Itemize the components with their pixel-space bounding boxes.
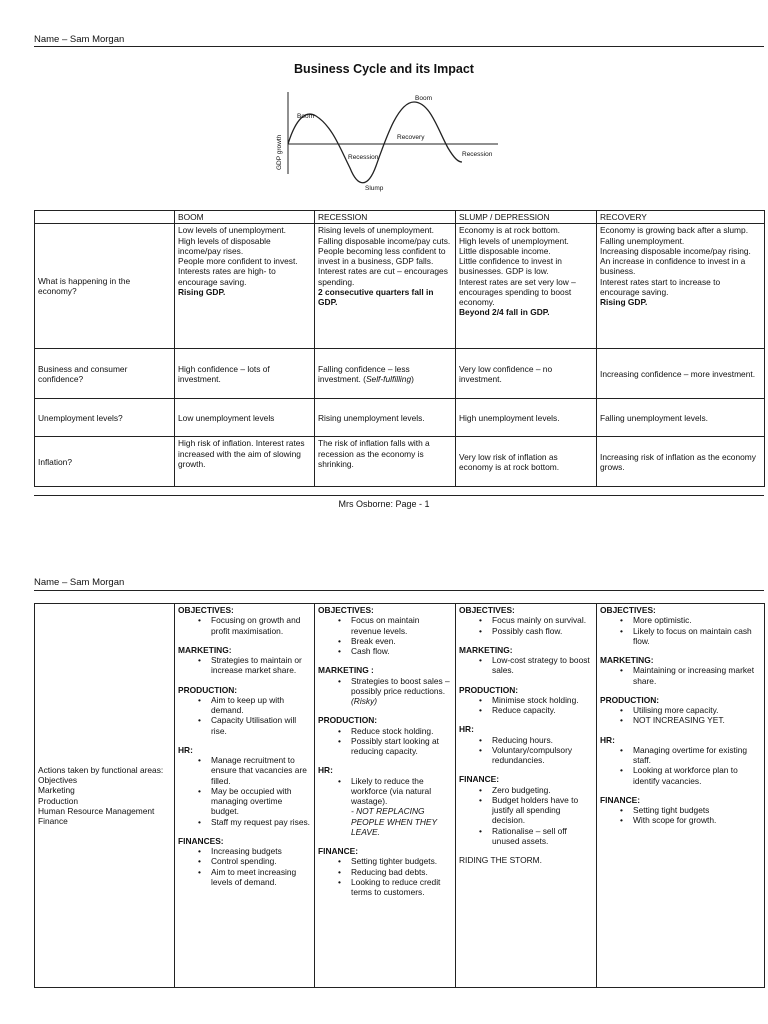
- list-item: • Aim to keep up with demand.: [178, 695, 311, 716]
- cell-text: Falling disposable income/pay cuts.: [318, 235, 451, 246]
- cell-text: - NOT REPLACING PEOPLE WHEN THEY LEAVE.: [351, 806, 437, 837]
- cell-text: Interest rates start to increase to encourage saving.: [600, 276, 721, 297]
- list-item: • Reduce capacity.: [459, 705, 593, 715]
- cell-text: (Risky): [351, 696, 378, 706]
- student-name-page2: Name – Sam Morgan: [34, 577, 125, 588]
- list-item: • Control spending.: [178, 856, 311, 866]
- label-recession-right: Recession: [462, 151, 493, 158]
- cell-text: Low levels of unemployment.: [178, 225, 286, 236]
- cell-text: Rising levels of unemployment.: [318, 225, 434, 236]
- cell-inflation-recession: The risk of inflation falls with a recession as the economy is shrinking.: [315, 437, 456, 487]
- header-recovery: RECOVERY: [597, 211, 765, 224]
- page-title: Business Cycle and its Impact: [294, 62, 474, 76]
- cell-text: PRODUCTION:: [459, 684, 519, 695]
- cell-text: MARKETING:: [459, 644, 513, 655]
- cell-confidence-slump: Very low confidence – no investment.: [456, 349, 597, 399]
- header-slump: SLUMP / DEPRESSION: [456, 211, 597, 224]
- cycle-curve: [288, 102, 462, 183]
- cell-text: An increase in confidence to invest in a business.: [600, 256, 746, 277]
- list-item: • Reducing bad debts.: [318, 867, 452, 877]
- cell-text: MARKETING :: [318, 665, 374, 676]
- list-item: • Possibly cash flow.: [459, 626, 593, 636]
- row-label-confidence: Business and consumer confidence?: [35, 349, 175, 399]
- cell-text: HR:: [459, 724, 474, 735]
- cell-inflation-boom: High risk of inflation. Interest rates increased with the aim of slowing growth.: [175, 437, 315, 487]
- cell-text: OBJECTIVES:: [600, 605, 656, 615]
- cell-text: Economy is growing back after a slump.: [600, 225, 749, 236]
- cell-text: Interests rates are high- to encourage saving.: [178, 266, 276, 287]
- list-item: • Utilising more capacity.: [600, 705, 761, 715]
- cell-text: MARKETING:: [600, 655, 654, 665]
- cell-confidence-recovery: Increasing confidence – more investment.: [597, 349, 765, 399]
- header-recession: RECESSION: [315, 211, 456, 224]
- list-item: • Manage recruitment to ensure that vacancies are filled.: [178, 755, 311, 786]
- cell-text: PRODUCTION:: [178, 684, 238, 695]
- cell-text: Little disposable income.: [459, 245, 551, 256]
- cell-text: Rising GDP.: [178, 286, 226, 297]
- list-item: • Break even.: [318, 636, 452, 646]
- student-name: Name – Sam Morgan: [34, 34, 125, 45]
- cell-text: High levels of unemployment.: [459, 235, 569, 246]
- cell-text: OBJECTIVES:: [459, 605, 515, 615]
- cell-text: HR:: [600, 734, 615, 745]
- list-item: • Looking at workforce plan to identify vacancies.: [600, 765, 761, 786]
- label-recovery: Recovery: [397, 134, 425, 141]
- business-cycle-diagram: [272, 88, 504, 196]
- cell-unemployment-boom: Low unemployment levels: [175, 399, 315, 437]
- cell-text: High levels of disposable income/pay rises.: [178, 235, 271, 256]
- label-boom-right: Boom: [415, 95, 432, 102]
- list-item: • Zero budgeting.: [459, 785, 593, 795]
- cell-text: PRODUCTION:: [600, 694, 660, 705]
- cell-unemployment-recession: Rising unemployment levels.: [315, 399, 456, 437]
- cell-text: 2 consecutive quarters fall in GDP.: [318, 286, 434, 307]
- list-item: • Focus on maintain revenue levels.: [318, 615, 452, 636]
- cell-text: ): [411, 373, 414, 384]
- cell-economy-boom: [175, 224, 315, 349]
- row-label-unemployment: Unemployment levels?: [35, 399, 175, 437]
- list-item: • May be occupied with managing overtime budget.: [178, 786, 311, 817]
- page-footer: Mrs Osborne: Page - 1: [338, 499, 430, 509]
- y-axis-label: GDP growth: [276, 134, 283, 170]
- list-item: • Low-cost strategy to boost sales.: [459, 655, 593, 676]
- table-header-row: [35, 211, 765, 224]
- table-row-economy: [35, 224, 765, 349]
- cell-unemployment-recovery: Falling unemployment levels.: [597, 399, 765, 437]
- cell-text: Strategies to boost sales – possibly price reductions.: [351, 675, 450, 696]
- footer-rule: [34, 495, 764, 496]
- cell-text: People becoming less confident to invest in a business, GDP falls.: [318, 245, 446, 266]
- list-item: • Cash flow.: [318, 646, 452, 656]
- label-boom-left: Boom: [297, 113, 314, 120]
- list-item: • Staff my request pay rises.: [178, 817, 311, 827]
- cell-text: Little confidence to invest in businesses. GDP is low.: [459, 256, 562, 277]
- cell-text: OBJECTIVES:: [318, 605, 374, 615]
- cell-inflation-slump: Very low risk of inflation as economy is at rock bottom.: [456, 437, 597, 487]
- cell-actions-recovery: [597, 604, 765, 988]
- cell-text: Objectives: [38, 775, 78, 785]
- list-item: • Strategies to maintain or increase market share.: [178, 655, 311, 676]
- cell-text: HR:: [318, 765, 333, 776]
- cell-text: Finance: [38, 816, 68, 826]
- cell-text: Interest rates are set very low – encourages spending to boost economy.: [459, 276, 576, 307]
- cell-text: HR:: [178, 744, 193, 755]
- cell-text: FINANCE:: [600, 794, 641, 805]
- cell-text: FINANCE:: [318, 846, 359, 856]
- list-item: • Rationalise – sell off unused assets.: [459, 826, 593, 847]
- cell-text: Self-fulfilling: [365, 373, 412, 384]
- list-item: • Looking to reduce credit terms to customers.: [318, 877, 452, 898]
- cell-text: RIDING THE STORM.: [459, 855, 542, 865]
- cell-text: MARKETING:: [178, 644, 232, 655]
- cell-text: FINANCE:: [459, 774, 500, 785]
- row-label-inflation: Inflation?: [35, 437, 175, 487]
- list-item: • Maintaining or increasing market share.: [600, 665, 761, 686]
- list-item: • Likely to reduce the workforce (via natural wastage).: [318, 776, 452, 807]
- cell-confidence-boom: High confidence – lots of investment.: [175, 349, 315, 399]
- list-item: • Setting tight budgets: [600, 805, 761, 815]
- list-item: • Reducing hours.: [459, 735, 593, 745]
- header-rule-page2: [34, 590, 764, 591]
- cell-text: Human Resource Management: [38, 805, 155, 816]
- cell-text: Actions taken by functional areas:: [38, 764, 164, 775]
- list-item: • Aim to meet increasing levels of demand.: [178, 867, 311, 888]
- list-item: • Reduce stock holding.: [318, 726, 452, 736]
- cell-text: Falling unemployment.: [600, 235, 685, 246]
- cell-text: OBJECTIVES:: [178, 605, 234, 615]
- cell-unemployment-slump: High unemployment levels.: [456, 399, 597, 437]
- list-item: • NOT INCREASING YET.: [600, 715, 761, 725]
- header-rule: [34, 46, 764, 47]
- list-item: • Budget holders have to justify all spending decision.: [459, 795, 593, 826]
- list-item: • Focusing on growth and profit maximisation.: [178, 615, 311, 636]
- label-slump: Slump: [365, 185, 384, 192]
- cell-actions-slump: [456, 604, 597, 988]
- cell-text: Beyond 2/4 fall in GDP.: [459, 307, 550, 318]
- header-boom: BOOM: [175, 211, 315, 224]
- list-item: • Increasing budgets: [178, 846, 311, 856]
- cell-text: Interest rates are cut – encourages spending.: [318, 266, 448, 287]
- cell-text: Production: [38, 795, 79, 806]
- cell-text: Increasing disposable income/pay rising.: [600, 245, 751, 256]
- table-row-unemployment: [35, 399, 765, 437]
- cell-text: FINANCES:: [178, 835, 224, 846]
- header-empty: [35, 211, 175, 224]
- cell-inflation-recovery: Increasing risk of inflation as the economy grows.: [597, 437, 765, 487]
- row-label-economy: What is happening in the economy?: [35, 224, 175, 349]
- cell-text: Marketing: [38, 785, 75, 796]
- list-item: • More optimistic.: [600, 615, 761, 625]
- cell-economy-recession: [315, 224, 456, 349]
- cell-economy-slump: [456, 224, 597, 349]
- list-item: • Possibly start looking at reducing capacity.: [318, 736, 452, 757]
- list-item: • Likely to focus on maintain cash flow.: [600, 626, 761, 647]
- cell-text: PRODUCTION:: [318, 715, 378, 726]
- list-item: • Capacity Utilisation will rise.: [178, 715, 311, 736]
- business-cycle-table: [34, 210, 765, 487]
- table-row-inflation: [35, 437, 765, 487]
- cell-text: Falling confidence – less investment. (: [318, 363, 410, 384]
- cell-confidence-recession: [315, 349, 456, 399]
- list-item: • Setting tighter budgets.: [318, 856, 452, 866]
- cell-text: People more confident to invest.: [178, 256, 298, 266]
- functional-areas-row: [35, 604, 765, 988]
- table-row-confidence: [35, 349, 765, 399]
- cell-economy-recovery: [597, 224, 765, 349]
- cell-actions-recession: [315, 604, 456, 988]
- list-item: • Minimise stock holding.: [459, 695, 593, 705]
- cell-text: Rising GDP.: [600, 297, 648, 307]
- label-recession-mid: Recession: [348, 154, 379, 161]
- list-item: • With scope for growth.: [600, 815, 761, 825]
- row-label-functional-areas: [35, 604, 175, 988]
- list-item: • Voluntary/compulsory redundancies.: [459, 745, 593, 766]
- list-item: • Focus mainly on survival.: [459, 615, 593, 625]
- cell-text: Economy is at rock bottom.: [459, 225, 561, 236]
- functional-areas-table: [34, 603, 765, 988]
- cell-actions-boom: [175, 604, 315, 988]
- list-item: • Managing overtime for existing staff.: [600, 745, 761, 766]
